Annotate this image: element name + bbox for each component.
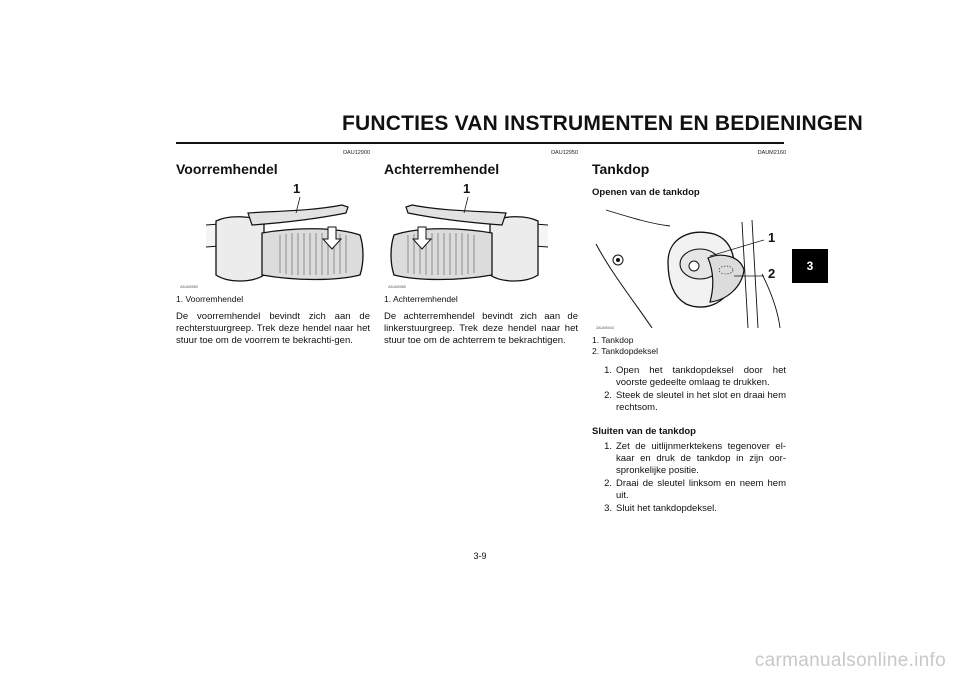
rear-brake-lever-drawing [384,183,578,291]
close-steps-list [592,441,786,515]
figure-code: ZAUM0043 [596,326,614,330]
figure-callout-1: 1 [463,181,471,196]
figure-callout-2: 2 [768,266,776,281]
subheading-close: Sluiten van de tankdop [592,426,696,437]
figure-code: ZAUM0085 [388,285,406,289]
front-brake-lever-illustration [176,183,370,291]
step-number: 1. [604,441,612,452]
header-rule [176,142,784,144]
section-code: DAUM2160 [757,150,786,156]
list-item [592,365,786,389]
figure-caption: 1. Achterremhendel [384,294,458,304]
watermark: carmanualsonline.info [754,650,946,671]
figure-code: ZAUM0089 [180,285,198,289]
subheading-open: Openen van de tankdop [592,187,700,198]
step-text: Sluit het tankdopdeksel. [616,503,717,514]
chapter-tab: 3 [792,249,828,283]
step-number: 1. [604,365,612,376]
step-text: Draai de sleutel linksom en neem hem uit. [616,478,786,501]
list-item [592,503,786,515]
open-steps-list [592,365,786,414]
step-text: Steek de sleutel in het slot en draai hem rechtsom. [616,390,786,413]
step-number: 3. [604,503,612,514]
step-text: Open het tankdopdeksel door het voorste gedeelte omlaag te drukken. [616,365,786,388]
fuel-tank-cap-illustration [592,204,786,332]
section-code: DAU12950 [551,150,578,156]
section-voorremhendel [176,150,370,347]
front-brake-lever-drawing [176,183,370,291]
figure-caption-1: 1. Tankdop [592,335,634,345]
section-achterremhendel [384,150,578,347]
section-title: Voorremhendel [176,161,278,177]
page-header-title: FUNCTIES VAN INSTRUMENTEN EN BEDIENINGEN [342,112,863,135]
figure-callout-1: 1 [293,181,301,196]
figure-caption: 1. Voorremhendel [176,294,244,304]
list-item [592,390,786,414]
page-number: 3-9 [473,551,487,561]
step-number: 2. [604,478,612,489]
section-title: Achterremhendel [384,161,500,177]
section-tankdop [592,150,786,516]
list-item [592,441,786,477]
fuel-tank-cap-drawing [592,204,786,332]
section-title: Tankdop [592,161,650,177]
figure-callout-1: 1 [768,230,776,245]
section-code: DAU12900 [343,150,370,156]
step-text: Zet de uitlijnmerktekens tegenover el-kaar en druk de tankdop in zijn oor-spronkelijke positie. [616,441,786,476]
section-body: De voorremhendel bevindt zich aan de rechterstuurgreep. Trek deze hendel naar het stuur toe om de voorrem te bekrachti-gen. [176,311,370,346]
section-body: De achterremhendel bevindt zich aan de linkerstuurgreep. Trek deze hendel naar het stuur toe om de achterrem te bekrachtigen. [384,311,578,346]
rear-brake-lever-illustration [384,183,578,291]
list-item [592,478,786,502]
step-number: 2. [604,390,612,401]
figure-caption-2: 2. Tankdopdeksel [592,346,659,356]
